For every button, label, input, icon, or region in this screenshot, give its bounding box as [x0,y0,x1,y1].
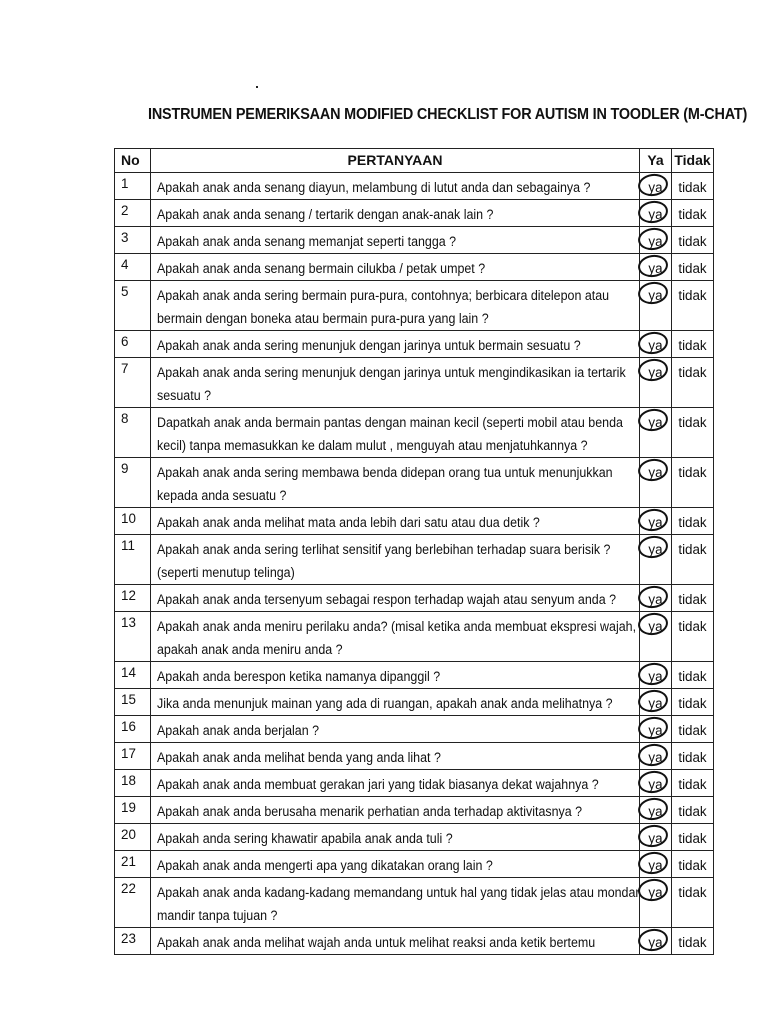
answer-yes-cell [640,824,672,851]
question-cell [151,716,640,743]
row-number: 12 [115,585,151,612]
answer-yes-text: ya [648,465,663,480]
answer-yes-text: ya [648,831,663,846]
table-header-row [115,149,714,173]
question-cell [151,612,640,662]
answer-yes-text: ya [648,885,663,900]
row-number: 9 [115,458,151,508]
answer-no-text: tidak [672,535,714,585]
question-text: Apakah anak anda sering membawa benda didepan orang tua untuk menunjukkan [157,465,613,480]
table-row [115,797,714,824]
answer-no-text: tidak [672,851,714,878]
table-row [115,200,714,227]
question-cell [151,508,640,535]
question-text: Apakah anak anda berjalan ? [157,723,320,738]
answer-yes-text: ya [648,669,663,684]
answer-no-text: tidak [672,173,714,200]
question-cell [151,851,640,878]
question-cell [151,878,640,928]
row-number: 7 [115,358,151,408]
question-text: (seperti menutup telinga) [157,565,295,580]
answer-yes-text: ya [648,723,663,738]
table-row [115,408,714,458]
question-text: Apakah anak anda senang diayun, melambung di lutut anda dan sebagainya ? [157,180,591,195]
row-number: 13 [115,612,151,662]
answer-yes-text: ya [648,180,663,195]
question-cell [151,227,640,254]
table-row [115,173,714,200]
answer-yes-text: ya [648,415,663,430]
table-row [115,743,714,770]
answer-yes-cell [640,797,672,824]
question-text: Apakah anak anda senang bermain cilukba / petak umpet ? [157,261,486,276]
header-no-answer: Tidak [672,149,714,173]
table-row [115,716,714,743]
question-cell [151,928,640,955]
stray-dot [256,86,258,88]
answer-no-text: tidak [672,281,714,331]
question-text: Apakah anak anda melihat mata anda lebih dari satu atau dua detik ? [157,515,540,530]
answer-no-text: tidak [672,612,714,662]
answer-yes-cell [640,743,672,770]
question-cell [151,797,640,824]
table-row [115,689,714,716]
row-number: 14 [115,662,151,689]
answer-yes-text: ya [648,804,663,819]
question-cell [151,689,640,716]
row-number: 20 [115,824,151,851]
question-cell [151,358,640,408]
question-cell [151,408,640,458]
answer-no-text: tidak [672,662,714,689]
row-number: 10 [115,508,151,535]
question-text: Apakah anak anda kadang-kadang memandang untuk hal yang tidak jelas atau mondar [157,885,640,900]
row-number: 5 [115,281,151,331]
answer-yes-cell [640,281,672,331]
question-cell [151,743,640,770]
row-number: 19 [115,797,151,824]
table-row [115,824,714,851]
answer-no-text: tidak [672,508,714,535]
answer-yes-text: ya [648,234,663,249]
row-number: 3 [115,227,151,254]
table-row [115,535,714,585]
table-row [115,662,714,689]
answer-no-text: tidak [672,770,714,797]
table-row [115,928,714,955]
question-cell [151,770,640,797]
question-text: Apakah anak anda sering menunjuk dengan jarinya untuk mengindikasikan ia tertarik [157,365,626,380]
answer-no-text: tidak [672,200,714,227]
answer-no-text: tidak [672,716,714,743]
question-text: Apakah anak anda tersenyum sebagai respon terhadap wajah atau senyum anda ? [157,592,617,607]
question-text: bermain dengan boneka atau bermain pura-pura yang lain ? [157,311,489,326]
question-text: kepada anda sesuatu ? [157,488,287,503]
question-cell [151,200,640,227]
header-yes: Ya [640,149,672,173]
question-text: Apakah anak anda membuat gerakan jari yang tidak biasanya dekat wajahnya ? [157,777,599,792]
row-number: 15 [115,689,151,716]
row-number: 17 [115,743,151,770]
answer-yes-cell [640,227,672,254]
table-row [115,331,714,358]
answer-yes-text: ya [648,207,663,222]
question-cell [151,824,640,851]
question-cell [151,331,640,358]
table-row [115,508,714,535]
answer-yes-cell [640,585,672,612]
question-cell [151,281,640,331]
answer-no-text: tidak [672,331,714,358]
answer-yes-cell [640,851,672,878]
answer-yes-text: ya [648,515,663,530]
answer-no-text: tidak [672,227,714,254]
answer-yes-text: ya [648,592,663,607]
answer-yes-cell [640,358,672,408]
answer-yes-cell [640,535,672,585]
table-row [115,281,714,331]
document-title: INSTRUMEN PEMERIKSAAN MODIFIED CHECKLIST FOR AUTISM IN TOODLER (M-CHAT) [148,106,748,123]
answer-yes-text: ya [648,542,663,557]
question-text: Jika anda menunjuk mainan yang ada di ruangan, apakah anak anda melihatnya ? [157,696,613,711]
question-cell [151,173,640,200]
question-cell [151,662,640,689]
answer-yes-text: ya [648,935,663,950]
question-text: Apakah anak anda sering menunjuk dengan jarinya untuk bermain sesuatu ? [157,338,581,353]
answer-yes-cell [640,770,672,797]
table-row [115,878,714,928]
table-row [115,358,714,408]
answer-yes-cell [640,254,672,281]
row-number: 23 [115,928,151,955]
row-number: 2 [115,200,151,227]
question-cell [151,535,640,585]
answer-yes-text: ya [648,619,663,634]
answer-yes-cell [640,878,672,928]
answer-yes-cell [640,408,672,458]
answer-no-text: tidak [672,585,714,612]
question-text: Apakah anak anda mengerti apa yang dikatakan orang lain ? [157,858,493,873]
question-text: Apakah anak anda sering terlihat sensitif yang berlebihan terhadap suara berisik ? [157,542,611,557]
table-row [115,612,714,662]
answer-yes-cell [640,716,672,743]
answer-yes-cell [640,662,672,689]
answer-yes-cell [640,928,672,955]
answer-yes-text: ya [648,750,663,765]
row-number: 21 [115,851,151,878]
question-text: Apakah anak anda meniru perilaku anda? (misal ketika anda membuat ekspresi wajah, [157,619,637,634]
question-cell [151,458,640,508]
table-row [115,227,714,254]
row-number: 8 [115,408,151,458]
answer-yes-cell [640,508,672,535]
row-number: 1 [115,173,151,200]
answer-yes-cell [640,689,672,716]
question-text: Apakah anak anda melihat benda yang anda lihat ? [157,750,441,765]
question-cell [151,254,640,281]
answer-no-text: tidak [672,408,714,458]
answer-no-text: tidak [672,824,714,851]
answer-yes-cell [640,458,672,508]
row-number: 4 [115,254,151,281]
answer-yes-cell [640,173,672,200]
answer-yes-text: ya [648,696,663,711]
answer-no-text: tidak [672,254,714,281]
table-row [115,851,714,878]
answer-yes-cell [640,331,672,358]
mchat-table-wrapper [114,148,713,950]
row-number: 6 [115,331,151,358]
answer-yes-text: ya [648,261,663,276]
header-no: No [115,149,151,173]
row-number: 16 [115,716,151,743]
answer-no-text: tidak [672,743,714,770]
answer-yes-cell [640,612,672,662]
question-cell [151,585,640,612]
question-text: Dapatkah anak anda bermain pantas dengan mainan kecil (seperti mobil atau benda [157,415,623,430]
question-text: mandir tanpa tujuan ? [157,908,278,923]
answer-yes-text: ya [648,365,663,380]
mchat-table [114,148,714,955]
question-text: Apakah anak anda berusaha menarik perhatian anda terhadap aktivitasnya ? [157,804,583,819]
table-body [115,173,714,955]
table-row [115,254,714,281]
row-number: 11 [115,535,151,585]
row-number: 18 [115,770,151,797]
question-text: Apakah anak anda senang / tertarik dengan anak-anak lain ? [157,207,494,222]
header-question: PERTANYAAN [151,149,640,173]
question-text: kecil) tanpa memasukkan ke dalam mulut , menguyah atau menjatuhkannya ? [157,438,588,453]
answer-yes-text: ya [648,288,663,303]
answer-no-text: tidak [672,797,714,824]
question-text: Apakah anak anda senang memanjat seperti tangga ? [157,234,457,249]
question-text: Apakah anda berespon ketika namanya dipanggil ? [157,669,441,684]
question-text: Apakah anda sering khawatir apabila anak anda tuli ? [157,831,453,846]
answer-yes-cell [640,200,672,227]
row-number: 22 [115,878,151,928]
answer-yes-text: ya [648,777,663,792]
answer-no-text: tidak [672,458,714,508]
answer-no-text: tidak [672,358,714,408]
answer-yes-text: ya [648,338,663,353]
question-text: sesuatu ? [157,388,212,403]
table-row [115,585,714,612]
table-row [115,770,714,797]
answer-no-text: tidak [672,689,714,716]
table-row [115,458,714,508]
answer-no-text: tidak [672,928,714,955]
question-text: Apakah anak anda melihat wajah anda untuk melihat reaksi anda ketik bertemu [157,935,596,950]
question-text: Apakah anak anda sering bermain pura-pura, contohnya; berbicara ditelepon atau [157,288,610,303]
answer-yes-text: ya [648,858,663,873]
question-text: apakah anak anda meniru anda ? [157,642,343,657]
answer-no-text: tidak [672,878,714,928]
